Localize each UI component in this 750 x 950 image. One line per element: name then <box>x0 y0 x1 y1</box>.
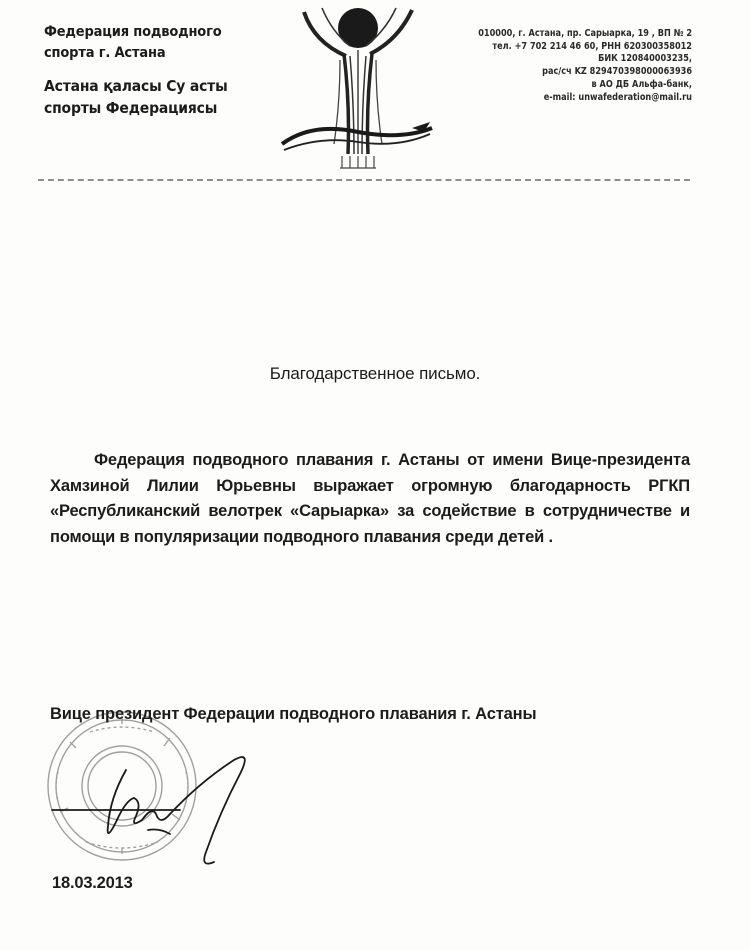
org-name-ru-line-2: спорта г. Астана <box>44 45 166 61</box>
org-name-kz-line-2: спорты Федерациясы <box>44 99 218 117</box>
contact-account: рас/сч KZ 829470398000063936 <box>542 66 692 78</box>
letter-date: 18.03.2013 <box>52 874 133 892</box>
org-name-ru-line-1: Федерация подводного <box>44 24 222 40</box>
contact-details <box>422 28 692 104</box>
letter-title: Благодарственное письмо. <box>269 364 481 383</box>
signatory-title: Вице президент Федерации подводного плавания г. Астаны <box>50 705 537 723</box>
contact-email: e-mail: unwafederation@mail.ru <box>543 91 692 103</box>
federation-emblem-icon <box>262 4 448 174</box>
letter-body: Федерация подводного плавания г. Астаны от имени Вице-президента Хамзиной Лилии Юрьевны выражает огромную благодарность РГКП «Республиканский велотрек «Сарыарка» за содействие в сотрудничестве и помощи в популяризации подводного плавания среди детей . <box>50 451 690 546</box>
contact-bank: в АО ДБ Альфа-банк, <box>591 78 692 90</box>
organization-name <box>44 22 254 119</box>
org-name-kz-line-1: Астана қаласы Су асты <box>44 77 228 95</box>
contact-bik: БИК 120840003235, <box>598 53 692 65</box>
contact-address: 010000, г. Астана, пр. Сарыарка, 19 , ВП № 2 <box>478 28 692 39</box>
letterhead-divider <box>38 179 690 181</box>
stamp-and-signature <box>30 702 260 892</box>
contact-phone: тел. +7 702 214 46 60, РНН 620300358012 <box>492 40 692 52</box>
